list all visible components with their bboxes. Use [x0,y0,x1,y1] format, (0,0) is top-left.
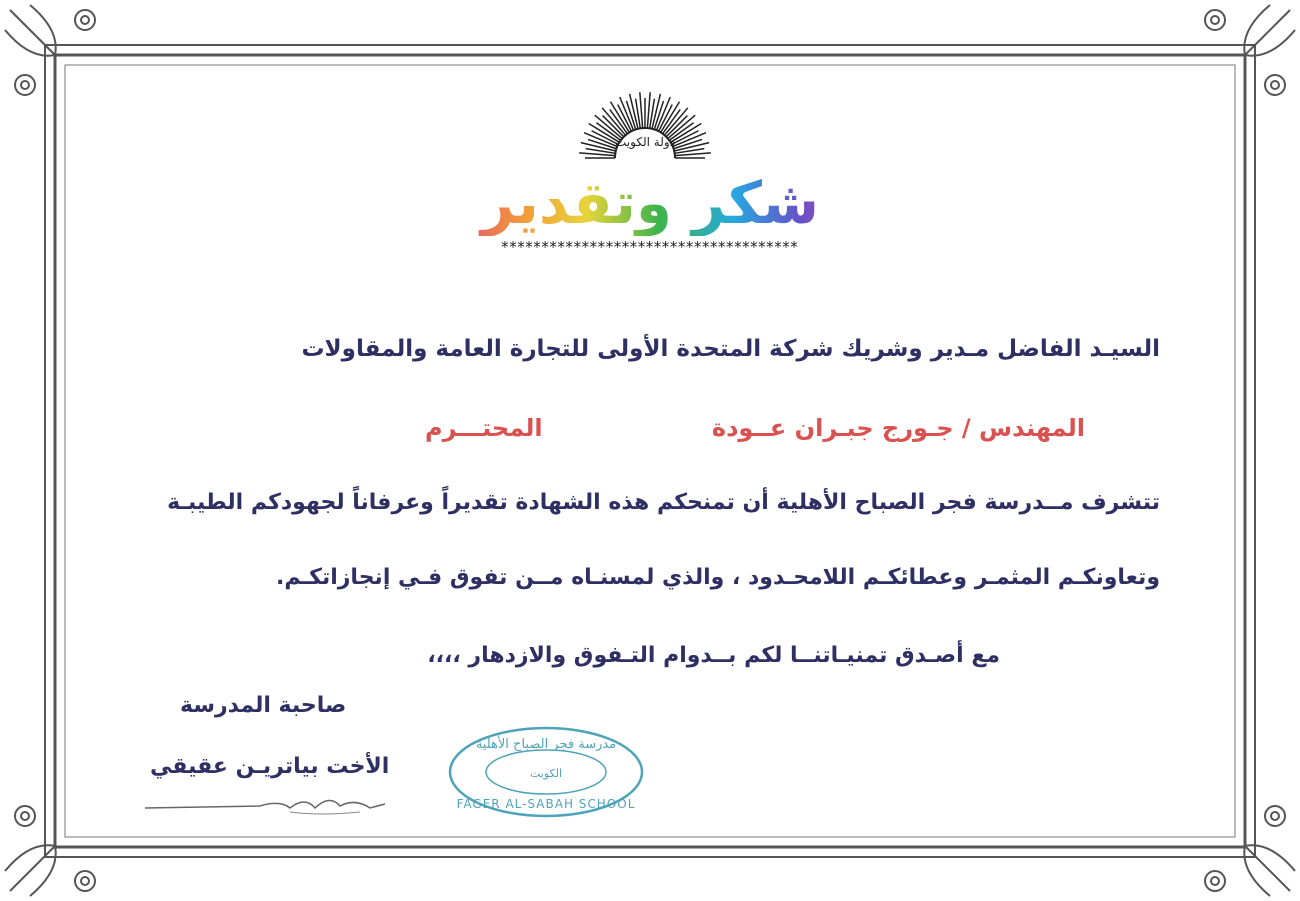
body-line-2: وتعاونكـم المثمـر وعطائكـم اللامحـدود ، والذي لمسنـاه مــن تفوق فـي إنجازاتكـم. [276,565,1160,590]
closing-line: مع أصـدق تمنيـاتنــا لكم بــدوام التـفوق والازدهار ،،،، [427,643,1000,668]
sunburst-ray [579,153,615,156]
stamp-bottom-text: FAGER AL-SABAH SCHOOL [456,797,636,811]
addressee-line: السيـد الفاضل مـدير وشريك شركة المتحدة الأولى للتجارة العامة والمقاولات [301,336,1160,362]
state-emblem-icon [520,78,770,178]
body-line-1: تتشرف مــدرسة فجر الصباح الأهلية أن تمنحكم هذه الشهادة تقديراً وعرفاناً لجهودكم الطيبـة [167,490,1160,515]
sunburst-ray [640,92,643,128]
sunburst-icon [520,78,770,178]
title-divider: ************************************* [500,238,798,256]
emblem-label: دولة الكويت [615,135,675,149]
stamp-middle-text: الكويت [529,767,563,780]
sunburst-ray [675,153,711,156]
stamp-top-text: مدرسة فجر الصباح الأهلية [475,737,617,752]
recipient-name: المهندس / جـورج جبـران عــودة [711,414,1085,442]
sunburst-ray [647,92,650,128]
handwritten-signature [140,790,390,820]
certificate-title: شكر وتقدير [440,170,860,236]
signatory-title: صاحبة المدرسة [180,693,347,718]
school-stamp [446,722,646,822]
honorific: المحتـــرم [425,414,543,442]
signatory-name: الأخت بياتريـن عقيقي [150,754,390,779]
